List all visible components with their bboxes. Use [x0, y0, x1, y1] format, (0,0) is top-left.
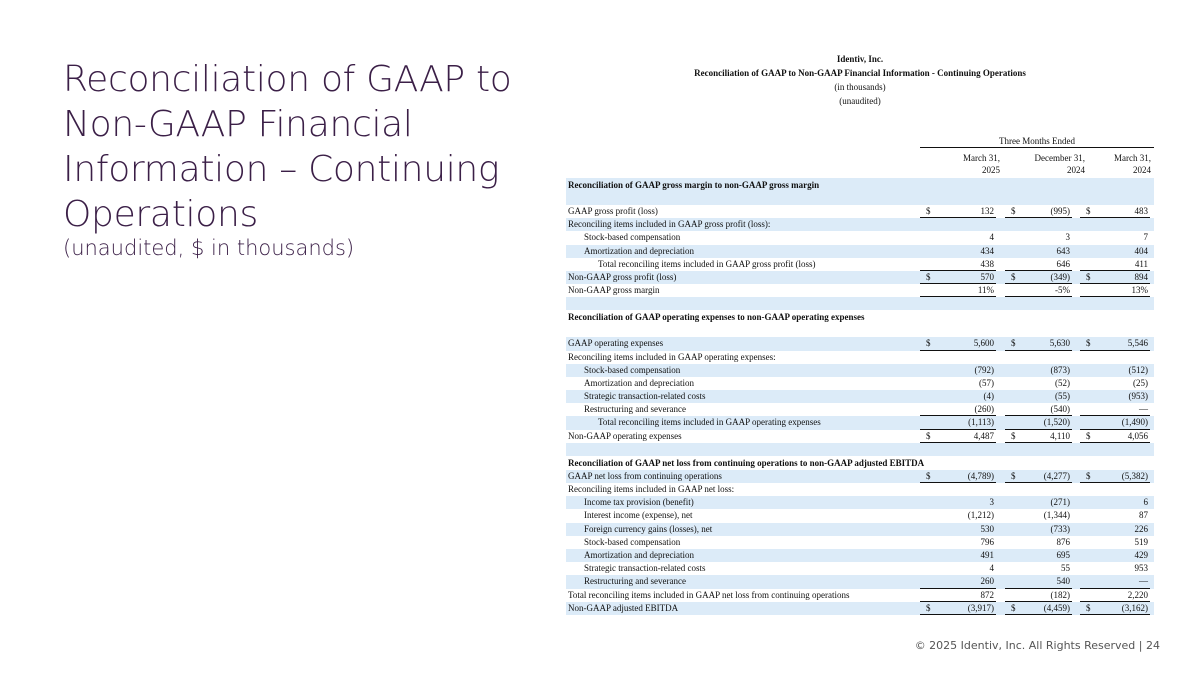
value-cell — [920, 496, 996, 509]
column-header — [920, 152, 1000, 179]
row-label: Interest income (expense), net — [584, 510, 693, 521]
value-cell — [1005, 377, 1072, 390]
currency-symbol: $ — [1011, 271, 1016, 282]
cell-value: (3,162) — [1121, 602, 1148, 613]
row-label: Stock-based compensation — [584, 232, 681, 243]
value-cell — [1080, 258, 1150, 271]
title-line: Operations — [63, 194, 258, 235]
value-cell — [1080, 390, 1150, 403]
value-cell — [1005, 575, 1072, 588]
row-label: Total reconciling items included in GAAP gross profit (loss) — [598, 258, 816, 269]
cell-value: 3 — [989, 497, 994, 508]
currency-symbol: $ — [1011, 430, 1016, 441]
value-cell — [1005, 602, 1072, 615]
cell-value: 540 — [1056, 576, 1070, 587]
cell-value: 55 — [1061, 563, 1070, 574]
section-heading — [566, 310, 1154, 324]
section-heading-label: Reconciliation of GAAP operating expenses to non-GAAP operating expenses — [568, 312, 865, 323]
cell-value: 87 — [1139, 510, 1148, 521]
row-label: GAAP gross profit (loss) — [568, 206, 658, 216]
report-audit-status: (unaudited) — [839, 96, 881, 106]
cell-value: (260) — [974, 404, 994, 415]
value-cell — [1080, 416, 1150, 429]
row-label: Restructuring and severance — [584, 404, 686, 415]
value-cell — [1005, 589, 1072, 602]
currency-symbol: $ — [1011, 602, 1016, 613]
value-cell — [920, 602, 996, 615]
value-cell — [1080, 205, 1150, 218]
value-cell — [920, 205, 996, 218]
currency-symbol: $ — [926, 271, 931, 282]
cell-value: (792) — [974, 364, 994, 375]
section-spacer — [566, 324, 1154, 337]
value-cell — [1005, 390, 1072, 403]
currency-symbol: $ — [1086, 206, 1091, 216]
value-cell — [1005, 403, 1072, 416]
cell-value: 260 — [980, 576, 994, 587]
cell-value: 429 — [1134, 549, 1148, 560]
value-cell — [1005, 258, 1072, 271]
cell-value: (4,789) — [967, 470, 994, 481]
table-row — [566, 602, 1154, 615]
cell-value: 4,110 — [1050, 430, 1070, 441]
company-name: Identiv, Inc. — [836, 54, 884, 64]
table-row — [566, 271, 1154, 284]
financial-table — [566, 52, 1154, 615]
value-cell — [1005, 470, 1072, 483]
cell-value: 4 — [989, 232, 994, 243]
table-row — [566, 231, 1154, 244]
value-cell — [1080, 470, 1150, 483]
currency-symbol: $ — [926, 430, 931, 441]
value-cell — [920, 509, 996, 522]
value-cell — [1005, 337, 1072, 350]
value-cell — [1080, 364, 1150, 377]
cell-value: 404 — [1134, 245, 1148, 256]
currency-symbol: $ — [1086, 271, 1091, 282]
value-cell — [920, 416, 996, 429]
column-header-month: March 31, — [963, 153, 1000, 163]
value-cell — [1080, 509, 1150, 522]
cell-value: 2,220 — [1127, 589, 1148, 600]
row-label: Strategic transaction-related costs — [584, 563, 706, 574]
title-line: Reconciliation of GAAP to — [63, 59, 512, 100]
currency-symbol: $ — [1086, 430, 1091, 441]
currency-symbol: $ — [926, 470, 931, 481]
report-header — [566, 52, 1154, 108]
value-cell — [920, 549, 996, 562]
value-cell — [1080, 231, 1150, 244]
value-cell — [1080, 377, 1150, 390]
row-label: Non-GAAP adjusted EBITDA — [568, 602, 679, 613]
section-spacer — [566, 297, 1154, 310]
cell-value: 6 — [1143, 497, 1148, 508]
cell-value: — — [1139, 404, 1148, 415]
currency-symbol: $ — [1086, 602, 1091, 613]
table-row — [566, 390, 1154, 403]
value-cell — [1080, 523, 1150, 536]
value-cell — [1080, 430, 1150, 443]
cell-value: 570 — [980, 271, 994, 282]
cell-value: 5,630 — [1049, 338, 1070, 349]
cell-value: 3 — [1065, 232, 1070, 243]
value-cell — [1080, 496, 1150, 509]
value-cell — [920, 523, 996, 536]
table-row — [566, 337, 1154, 350]
column-header-year: 2025 — [982, 165, 1000, 175]
cell-value: 4,487 — [973, 430, 994, 441]
cell-value: 530 — [980, 523, 994, 534]
cell-value: 11% — [977, 285, 994, 296]
cell-value: (512) — [1128, 364, 1148, 375]
cell-value: 483 — [1134, 206, 1148, 216]
value-cell — [1005, 536, 1072, 549]
cell-value: 226 — [1134, 523, 1148, 534]
cell-value: (55) — [1055, 391, 1070, 402]
cell-value: (182) — [1050, 589, 1070, 600]
cell-value: 5,546 — [1127, 338, 1148, 349]
table-row — [566, 284, 1154, 297]
value-cell — [1005, 284, 1072, 297]
column-header-year: 2024 — [1067, 165, 1085, 175]
value-cell — [1005, 430, 1072, 443]
value-cell — [1080, 245, 1150, 258]
table-row — [566, 351, 1154, 364]
row-label: GAAP net loss from continuing operations — [568, 470, 722, 481]
value-cell — [920, 390, 996, 403]
value-cell — [1005, 549, 1072, 562]
cell-value: (349) — [1050, 271, 1070, 282]
cell-value: 491 — [980, 549, 994, 560]
cell-value: 876 — [1056, 536, 1070, 547]
cell-value: — — [1139, 576, 1148, 587]
table-row — [566, 536, 1154, 549]
section-spacer — [566, 443, 1154, 456]
value-cell — [1005, 205, 1072, 218]
table-row — [566, 523, 1154, 536]
table-row — [566, 364, 1154, 377]
cell-value: (540) — [1050, 404, 1070, 415]
cell-value: 646 — [1056, 258, 1070, 269]
value-cell — [1080, 602, 1150, 615]
cell-value: 796 — [980, 536, 994, 547]
currency-symbol: $ — [1086, 338, 1091, 349]
cell-value: 872 — [980, 589, 994, 600]
period-label: Three Months Ended — [920, 136, 1154, 148]
table-row — [566, 509, 1154, 522]
currency-symbol: $ — [926, 206, 931, 216]
row-label: Amortization and depreciation — [584, 245, 694, 256]
cell-value: (1,113) — [968, 417, 994, 428]
value-cell — [1080, 575, 1150, 588]
table-body — [566, 178, 1154, 615]
value-cell — [1080, 589, 1150, 602]
slide-title — [63, 57, 533, 237]
slide-subtitle: (unaudited, $ in thousands) — [63, 236, 355, 260]
cell-value: (1,490) — [1121, 417, 1148, 428]
cell-value: (5,382) — [1121, 470, 1148, 481]
row-label: Stock-based compensation — [584, 536, 681, 547]
cell-value: (873) — [1050, 364, 1070, 375]
cell-value: (953) — [1128, 391, 1148, 402]
value-cell — [920, 403, 996, 416]
cell-value: 434 — [980, 245, 994, 256]
cell-value: 438 — [980, 258, 994, 269]
row-label: Total reconciling items included in GAAP operating expenses — [598, 417, 821, 428]
report-units: (in thousands) — [834, 82, 886, 92]
period-header — [566, 132, 1154, 148]
section-heading-label: Reconciliation of GAAP gross margin to non-GAAP gross margin — [568, 180, 820, 190]
cell-value: (733) — [1050, 523, 1070, 534]
cell-value: 411 — [1134, 258, 1148, 269]
value-cell — [1080, 403, 1150, 416]
table-row — [566, 589, 1154, 602]
table-row — [566, 258, 1154, 271]
row-label: Strategic transaction-related costs — [584, 391, 706, 402]
currency-symbol: $ — [1086, 470, 1091, 481]
currency-symbol: $ — [1011, 470, 1016, 481]
table-row — [566, 377, 1154, 390]
row-label: Non-GAAP gross profit (loss) — [568, 271, 677, 282]
report-title: Reconciliation of GAAP to Non-GAAP Financial Information - Continuing Operations — [694, 68, 1026, 78]
title-line: Information – Continuing — [63, 149, 500, 190]
row-label: GAAP operating expenses — [568, 338, 664, 349]
value-cell — [920, 536, 996, 549]
row-label: Foreign currency gains (losses), net — [584, 523, 713, 534]
cell-value: -5% — [1055, 285, 1070, 296]
value-cell — [1005, 416, 1072, 429]
cell-value: (3,917) — [967, 602, 994, 613]
value-cell — [1080, 284, 1150, 297]
row-label: Non-GAAP gross margin — [568, 285, 660, 296]
cell-value: (1,344) — [1043, 510, 1070, 521]
value-cell — [920, 575, 996, 588]
row-label: Income tax provision (benefit) — [584, 497, 694, 508]
section-heading-label: Reconciliation of GAAP net loss from continuing operations to non-GAAP adjusted EBITDA — [568, 457, 925, 468]
cell-value: (4) — [983, 391, 994, 402]
currency-symbol: $ — [1011, 206, 1016, 216]
value-cell — [1005, 523, 1072, 536]
table-row — [566, 416, 1154, 429]
cell-value: (25) — [1133, 377, 1148, 388]
value-cell — [920, 337, 996, 350]
row-label: Amortization and depreciation — [584, 549, 694, 560]
cell-value: (57) — [979, 377, 994, 388]
cell-value: (1,520) — [1043, 417, 1070, 428]
cell-value: 4 — [989, 563, 994, 574]
cell-value: (1,212) — [967, 510, 994, 521]
column-headers — [566, 148, 1154, 178]
table-row — [566, 549, 1154, 562]
cell-value: 4,056 — [1127, 430, 1148, 441]
row-label: Non-GAAP operating expenses — [568, 430, 682, 441]
row-label: Reconciling items included in GAAP net loss: — [568, 484, 735, 494]
value-cell — [1005, 271, 1072, 284]
column-header — [1071, 152, 1151, 179]
cell-value: 132 — [980, 206, 994, 216]
value-cell — [920, 284, 996, 297]
section-heading — [566, 456, 1154, 470]
row-label: Reconciling items included in GAAP operating expenses: — [568, 351, 776, 362]
row-label: Amortization and depreciation — [584, 377, 694, 388]
value-cell — [1005, 364, 1072, 377]
cell-value: (52) — [1055, 377, 1070, 388]
table-row — [566, 218, 1154, 231]
cell-value: (995) — [1050, 206, 1070, 216]
value-cell — [1005, 245, 1072, 258]
row-label: Restructuring and severance — [584, 576, 686, 587]
cell-value: 894 — [1134, 271, 1148, 282]
section-heading — [566, 178, 1154, 192]
currency-symbol: $ — [926, 602, 931, 613]
column-header-month: March 31, — [1114, 153, 1151, 163]
value-cell — [920, 245, 996, 258]
value-cell — [1080, 536, 1150, 549]
column-header-year: 2024 — [1133, 165, 1151, 175]
column-header-month: December 31, — [1034, 153, 1085, 163]
table-row — [566, 575, 1154, 588]
table-row — [566, 403, 1154, 416]
value-cell — [1080, 562, 1150, 575]
value-cell — [1005, 231, 1072, 244]
cell-value: 643 — [1056, 245, 1070, 256]
value-cell — [1005, 496, 1072, 509]
table-row — [566, 562, 1154, 575]
value-cell — [1005, 509, 1072, 522]
row-label: Total reconciling items included in GAAP net loss from continuing operations — [568, 589, 850, 600]
value-cell — [920, 231, 996, 244]
table-row — [566, 430, 1154, 443]
title-line: Non-GAAP Financial — [63, 104, 413, 145]
table-row — [566, 470, 1154, 483]
cell-value: (4,459) — [1043, 602, 1070, 613]
cell-value: 953 — [1134, 563, 1148, 574]
currency-symbol: $ — [1011, 338, 1016, 349]
value-cell — [1080, 271, 1150, 284]
currency-symbol: $ — [926, 338, 931, 349]
row-label: Stock-based compensation — [584, 364, 681, 375]
value-cell — [1005, 562, 1072, 575]
table-row — [566, 496, 1154, 509]
cell-value: 5,600 — [973, 338, 994, 349]
cell-value: 695 — [1056, 549, 1070, 560]
value-cell — [920, 430, 996, 443]
table-row — [566, 245, 1154, 258]
value-cell — [920, 271, 996, 284]
table-row — [566, 205, 1154, 218]
value-cell — [1080, 337, 1150, 350]
row-label: Reconciling items included in GAAP gross profit (loss): — [568, 219, 771, 230]
value-cell — [920, 470, 996, 483]
cell-value: (4,277) — [1043, 470, 1070, 481]
value-cell — [920, 562, 996, 575]
value-cell — [920, 364, 996, 377]
section-spacer — [566, 192, 1154, 205]
footer-copyright: © 2025 Identiv, Inc. All Rights Reserved | 24 — [914, 639, 1160, 652]
value-cell — [920, 258, 996, 271]
table-row — [566, 483, 1154, 496]
cell-value: 519 — [1134, 536, 1148, 547]
value-cell — [920, 377, 996, 390]
cell-value: 7 — [1143, 232, 1148, 243]
value-cell — [1080, 549, 1150, 562]
cell-value: (271) — [1050, 497, 1070, 508]
value-cell — [920, 589, 996, 602]
cell-value: 13% — [1131, 285, 1148, 296]
